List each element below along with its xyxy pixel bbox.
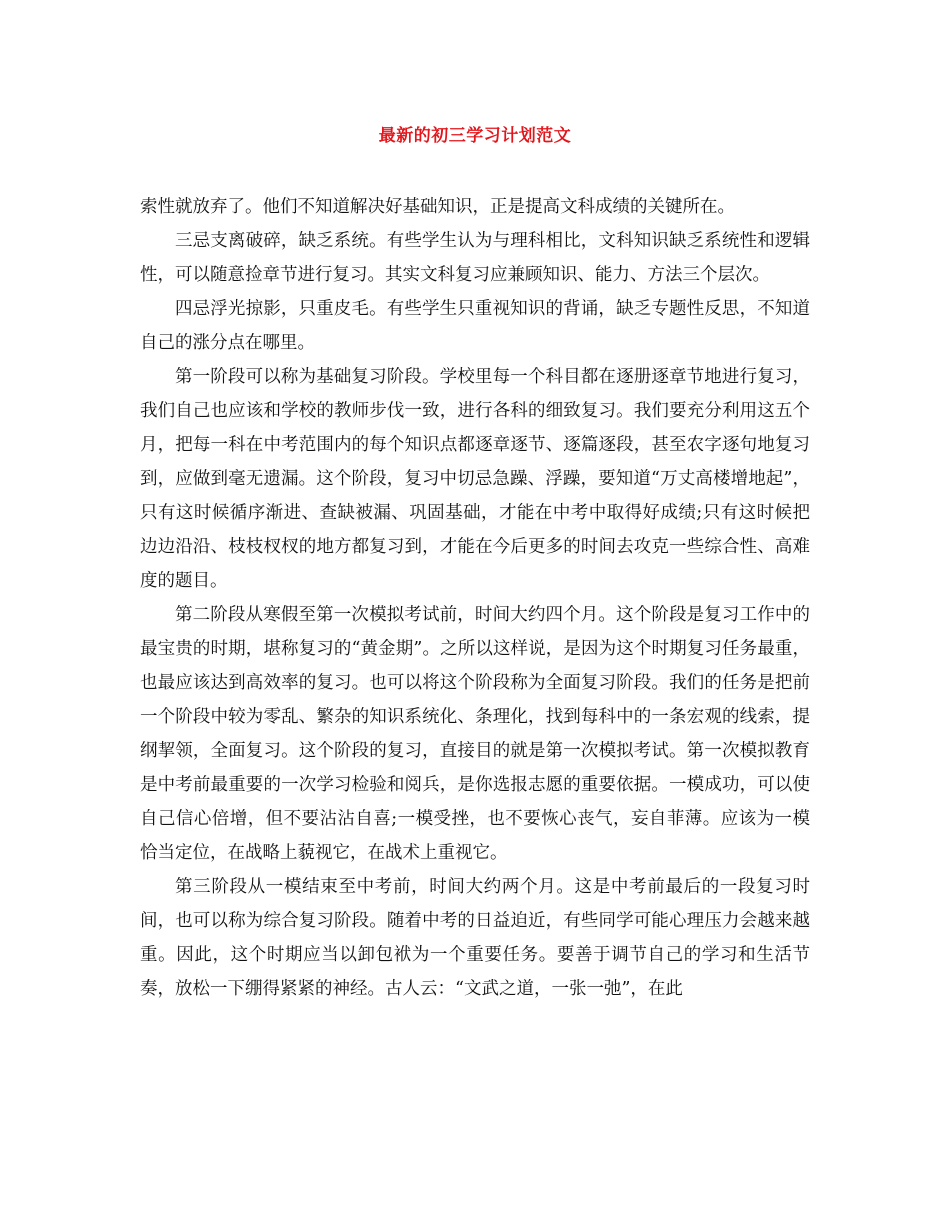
- paragraph: 索性就放弃了。他们不知道解决好基础知识，正是提高文科成绩的关键所在。: [140, 197, 735, 217]
- paragraph: 第一阶段可以称为基础复习阶段。学校里每一个科目都在逐册逐章节地进行复习，我们自己也应该和学校的教师步伐一致，进行各科的细致复习。我们要充分利用这五个月，把每一科在中考范围内的每个知识点都逐章逐节、逐篇逐段，甚至农字逐句地复习到，应做到毫无遗漏。这个阶段，复习中切忌急躁、浮躁，要知道“万丈高楼增地起”，只有这时候循序渐进、查缺被漏、巩固基础，才能在中考中取得好成绩;只有这时候把边边沿沿、枝枝杈杈的地方都复习到，才能在今后更多的时间去攻克一些综合性、高难度的题目。: [140, 367, 810, 591]
- paragraph: 四忌浮光掠影，只重皮毛。有些学生只重视知识的背诵，缺乏专题性反思，不知道自己的涨分点在哪里。: [140, 299, 810, 353]
- paragraph: 第二阶段从寒假至第一次模拟考试前，时间大约四个月。这个阶段是复习工作中的最宝贵的时期，堪称复习的“黄金期”。之所以这样说，是因为这个时期复习任务最重，也最应该达到高效率的复习。也可以将这个阶段称为全面复习阶段。我们的任务是把前一个阶段中较为零乱、繁杂的知识系统化、条理化，找到每科中的一条宏观的线索，提纲挈领，全面复习。这个阶段的复习，直接目的就是第一次模拟考试。第一次模拟教育是中考前最重要的一次学习检验和阅兵，是你选报志愿的重要依据。一模成功，可以使自己信心倍增，但不要沾沾自喜;一模受挫，也不要恢心丧气，妄自菲薄。应该为一模恰当定位，在战略上藐视它，在战术上重视它。: [140, 605, 810, 863]
- document-title: 最新的初三学习计划范文: [378, 126, 572, 146]
- paragraph: 三忌支离破碎，缺乏系统。有些学生认为与理科相比，文科知识缺乏系统性和逻辑性，可以随意捡章节进行复习。其实文科复习应兼顾知识、能力、方法三个层次。: [140, 231, 810, 285]
- paragraph: 第三阶段从一模结束至中考前，时间大约两个月。这是中考前最后的一段复习时间，也可以称为综合复习阶段。随着中考的日益迫近，有些同学可能心理压力会越来越重。因此，这个时期应当以卸包袱为一个重要任务。要善于调节自己的学习和生活节奏，放松一下绷得紧紧的神经。古人云：“文武之道，一张一弛”，在此: [140, 877, 810, 999]
- document-body: [140, 190, 810, 1006]
